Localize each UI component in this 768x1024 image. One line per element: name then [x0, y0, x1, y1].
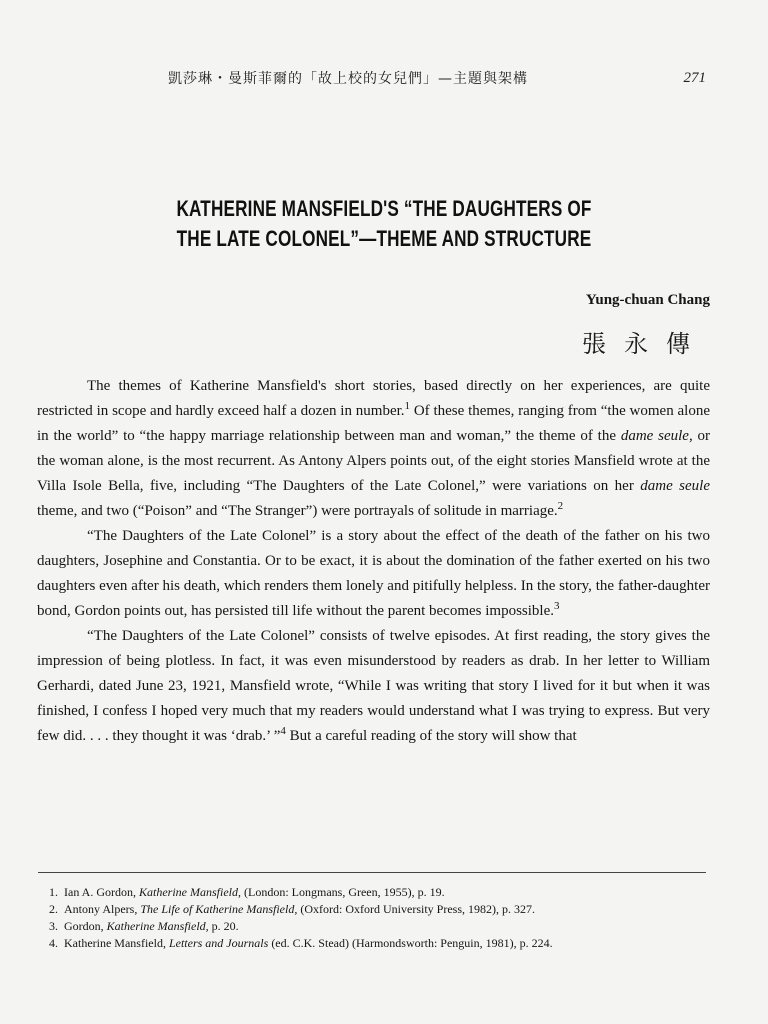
article-body [37, 374, 710, 749]
footnote-ref: 4 [280, 725, 286, 737]
footnote-number: 2. [49, 902, 58, 916]
body-paragraph [37, 524, 710, 624]
text-run: “The Daughters of the Late Colonel” is a story about the effect of the death of the father on his two daughters, Josephine and Constantia. Or to be exact, it is about the domination of the father exerted on his two daughters even after his death, which renders them lonely and pitifully helpless. In the story, the father-daughter bond, Gordon points out, has persisted till life without the parent becomes impossible. [37, 528, 710, 619]
title-line-2: THE LATE COLONEL”—THEME AND STRUCTURE [176, 226, 592, 251]
text-run: Antony Alpers, [64, 902, 141, 916]
footnote-ref: 2 [557, 500, 564, 512]
article-title [0, 194, 768, 254]
text-run: Katherine Mansfield, [64, 936, 169, 950]
footnote-text [64, 935, 710, 952]
text-run: theme, and two (“Poison” and “The Stranger”) were portrayals of solitude in marriage. [37, 503, 558, 519]
footnote-divider [38, 872, 706, 873]
running-head [0, 68, 768, 92]
footnote [36, 884, 710, 901]
footnotes [36, 884, 710, 952]
text-run: “The Daughters of the Late Colonel” consists of twelve episodes. At first reading, the story gives the impression of being plotless. In fact, it was even misunderstood by readers as drab. In her letter to William Gerhardi, dated June 23, 1921, Mansfield wrote, “While I was writing that story I lived for it but when it was finished, I confess I hoped very much that my readers would understand what I was trying to express. But very few did. . . . they thought it was ‘drab.’ ” [37, 628, 710, 744]
text-run: But a careful reading of the story will show that [285, 728, 577, 744]
text-run: (London: Longmans, Green, 1955), p. 19. [241, 885, 445, 899]
body-paragraph [37, 624, 710, 749]
footnote [36, 935, 710, 952]
italic-title: Letters and Journals [168, 936, 269, 950]
footnote-ref: 1 [404, 400, 411, 412]
text-run: (ed. C.K. Stead) (Harmondsworth: Penguin, 1981), p. 224. [268, 936, 553, 950]
body-paragraph [37, 374, 710, 524]
text-run: or the woman alone, is the most recurrent. As Antony Alpers points out, of the eight stories Mansfield wrote at the Villa Isole Bella, five, including “The Daughters of the Late Colonel,” were variations on her [37, 428, 711, 494]
footnote-number: 4. [49, 936, 58, 950]
title-line-1: KATHERINE MANSFIELD'S “THE DAUGHTERS OF [176, 196, 592, 221]
author-name-english: Yung-chuan Chang [585, 292, 710, 308]
italic-title: dame seule, [620, 428, 693, 444]
page-number: 271 [683, 70, 706, 86]
running-head-title: 凱莎琳・曼斯菲爾的「故上校的女兒們」—主題與架構 [168, 71, 528, 87]
text-run: Ian A. Gordon, [64, 885, 139, 899]
text-run: (Oxford: Oxford University Press, 1982), p. 327. [297, 902, 535, 916]
footnote-number: 1. [49, 885, 58, 899]
footnote-text [64, 918, 710, 935]
footnote-text [64, 901, 710, 918]
italic-title: The Life of Katherine Mansfield, [140, 902, 298, 916]
italic-title: Katherine Mansfield, [106, 919, 209, 933]
author-name-chinese: 張永傳 [582, 330, 708, 358]
italic-title: Katherine Mansfield, [139, 885, 241, 899]
footnote-number: 3. [49, 919, 58, 933]
text-run: The themes of Katherine Mansfield's short stories, based directly on her experiences, are quite restricted in scope and hardly exceed half a dozen in number. [37, 378, 710, 419]
text-run: p. 20. [208, 919, 239, 933]
footnote [36, 918, 710, 935]
footnote-ref: 3 [554, 600, 560, 612]
footnote [36, 901, 710, 918]
footnote-text [64, 884, 710, 901]
text-run: Gordon, [64, 919, 107, 933]
italic-title: dame seule [640, 478, 710, 494]
text-run: Of these themes, ranging from “the women alone in the world” to “the happy marriage relationship between man and woman,” the theme of the [37, 403, 710, 444]
